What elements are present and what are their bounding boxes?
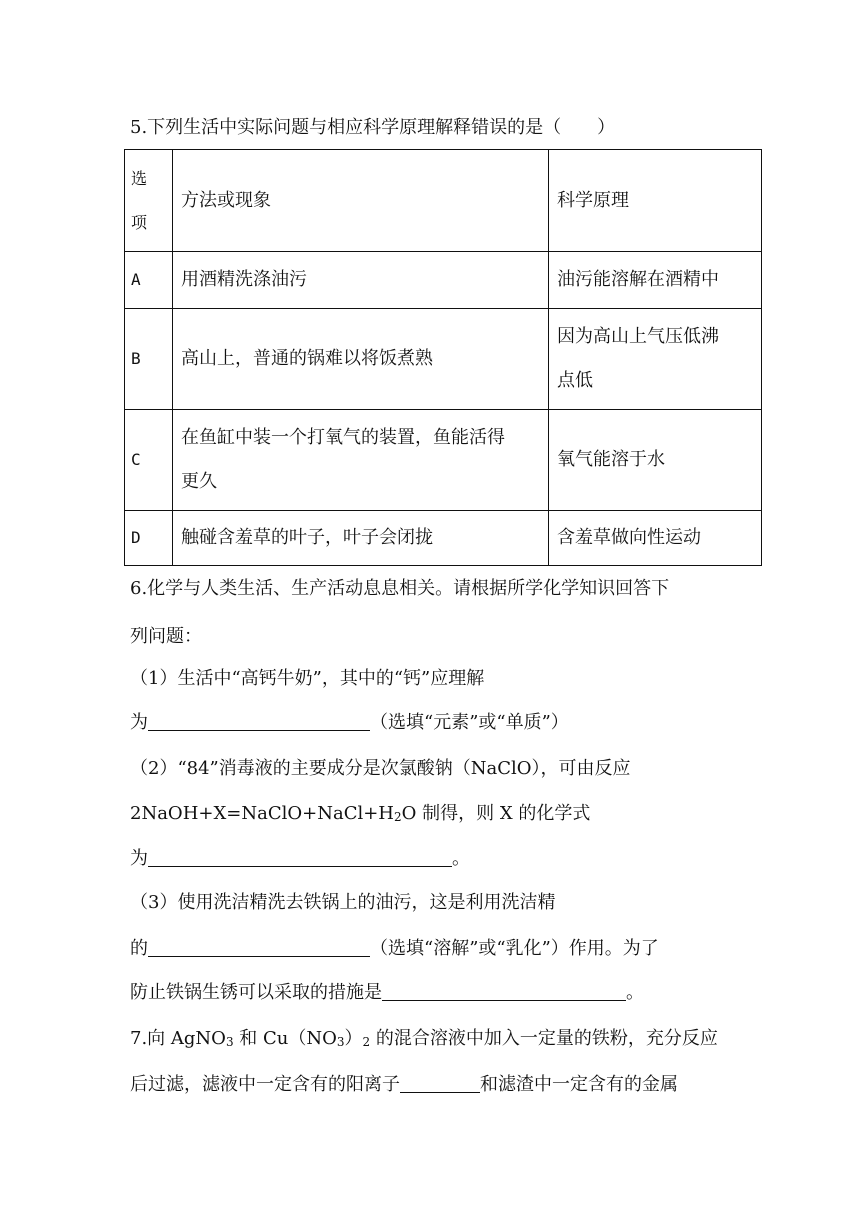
principle-cell: 油污能溶解在酒精中: [549, 252, 762, 309]
q6-intro-line2: 列问题：: [130, 626, 202, 647]
q7-line1: [130, 1027, 718, 1051]
q6-part2-equation: [130, 802, 590, 826]
principle-line1: 因为高山上气压低沸: [557, 326, 719, 347]
q6-part3-answer-blank[interactable]: [148, 938, 370, 957]
header-option: [125, 150, 173, 252]
q5-table: [124, 149, 762, 566]
q6-part2-answer-blank[interactable]: [148, 848, 452, 867]
header-option-line1: 选: [131, 168, 148, 188]
q7-line1-d: 的混合溶液中加入一定量的铁粉，充分反应: [370, 1028, 718, 1049]
principle-line2: 点低: [557, 370, 593, 391]
q6-part2-eq-sub: 2: [394, 810, 402, 824]
q6-part3-suffix: （选填“溶解”或“乳化”）作用。为了: [370, 938, 659, 959]
method-cell: 用酒精洗涤油污: [173, 252, 549, 309]
q7-line1-sub2: 3: [336, 1035, 345, 1049]
q6-part3-prefix: 的: [130, 938, 148, 959]
q6-part2-line3: [130, 847, 470, 871]
method-cell: 触碰含羞草的叶子，叶子会闭拢: [173, 511, 549, 566]
q6-part2-eq-b: O 制得，则 X 的化学式: [401, 803, 591, 824]
q6-part1-line1: （1）生活中“高钙牛奶”，其中的“钙”应理解: [130, 668, 485, 689]
q7-line1-sub1: 3: [225, 1035, 234, 1049]
q6-part2-line1: （2）“84”消毒液的主要成分是次氯酸钠（NaClO），可由反应: [130, 758, 631, 779]
table-row: [125, 252, 762, 309]
method-line1: 在鱼缸中装一个打氧气的装置，鱼能活得: [181, 427, 505, 448]
principle-cell: 含羞草做向性运动: [549, 511, 762, 566]
q7-line1-a: 7.向 AgNO: [130, 1028, 226, 1049]
option-cell: A: [125, 252, 173, 309]
method-line2: 更久: [181, 471, 217, 492]
q6-part2-prefix: 为: [130, 848, 148, 869]
q7-line1-sub3: 2: [362, 1035, 371, 1049]
table-row: [125, 410, 762, 511]
q6-part1-prefix: 为: [130, 712, 148, 733]
header-principle: 科学原理: [549, 150, 762, 252]
table-row: [125, 309, 762, 410]
q6-part2-suffix: 。: [452, 848, 470, 869]
q7-line1-c: ）: [344, 1028, 363, 1049]
q6-part3-line1: （3）使用洗洁精洗去铁锅上的油污，这是利用洗洁精: [130, 892, 556, 913]
q6-part3-line3-suffix: 。: [626, 982, 644, 1003]
q6-part3-line3: [130, 981, 644, 1005]
option-cell: D: [125, 511, 173, 566]
option-cell: C: [125, 410, 173, 511]
q6-part2-eq-a: 2NaOH+X=NaClO+NaCl+H: [130, 803, 395, 824]
principle-cell: 氧气能溶于水: [549, 410, 762, 511]
q6-part3-line2: [130, 937, 659, 961]
q7-line2-prefix: 后过滤，滤液中一定含有的阳离子: [130, 1074, 400, 1095]
q7-line1-b: 和 Cu（NO: [233, 1028, 337, 1049]
q5-title: 5.下列生活中实际问题与相应科学原理解释错误的是（ ）: [130, 117, 616, 138]
q7-cation-blank[interactable]: [400, 1074, 480, 1093]
option-cell: B: [125, 309, 173, 410]
method-cell: 高山上，普通的锅难以将饭煮熟: [173, 309, 549, 410]
q6-part1-line2: [130, 711, 569, 735]
q6-intro-line1: 6.化学与人类生活、生产活动息息相关。请根据所学化学知识回答下: [130, 578, 670, 599]
header-option-line2: 项: [131, 212, 148, 232]
q7-line2: [130, 1073, 678, 1097]
q6-part3-line3-prefix: 防止铁锅生锈可以采取的措施是: [130, 982, 382, 1003]
q6-part3-measure-blank[interactable]: [382, 982, 626, 1001]
header-method: 方法或现象: [173, 150, 549, 252]
method-cell: [173, 410, 549, 511]
table-row: [125, 511, 762, 566]
q6-part1-answer-blank[interactable]: [148, 712, 370, 731]
q6-part1-suffix: （选填“元素”或“单质”）: [370, 712, 569, 733]
q7-line2-suffix: 和滤渣中一定含有的金属: [480, 1074, 678, 1095]
principle-cell: [549, 309, 762, 410]
table-header-row: [125, 150, 762, 252]
